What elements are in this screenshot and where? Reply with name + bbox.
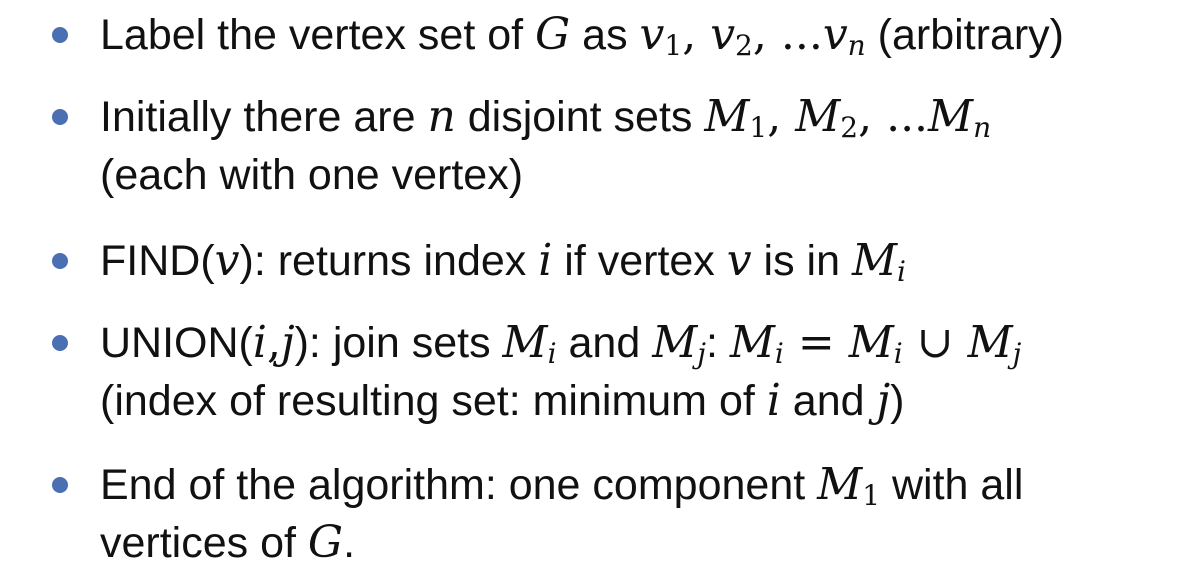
math-var: n <box>427 91 456 142</box>
math-var: G <box>307 517 344 568</box>
text: FIND( <box>100 237 215 285</box>
math-var: v <box>726 235 752 286</box>
math-var: $M_i$ <box>729 317 784 370</box>
text: UNION( <box>100 319 253 367</box>
math-sep: , ... <box>858 91 929 142</box>
bullet-item <box>100 314 1190 430</box>
bullet-line: (each with one vertex) <box>100 151 524 199</box>
math-var: $M_n$ <box>928 91 992 144</box>
bullet-dot-icon <box>52 477 68 493</box>
math-var: j <box>876 375 891 426</box>
bullet-line <box>100 88 1190 146</box>
math-var: $M_1$ <box>704 91 768 144</box>
bullet-line <box>100 514 1190 572</box>
bullet-item <box>100 6 1190 64</box>
math-var: $M_i$ <box>851 235 907 288</box>
text: ): join sets <box>294 319 503 367</box>
text: is in <box>751 237 852 285</box>
text: vertices of <box>100 519 308 567</box>
bullet-dot-icon <box>52 109 68 125</box>
math-equals: = <box>783 317 849 368</box>
math-sep: , ... <box>752 9 823 60</box>
math-var: i <box>252 317 267 368</box>
math-var: $M_j$ <box>652 317 706 370</box>
math-sep: , <box>767 91 796 142</box>
math-var: $M_1$ <box>817 459 881 512</box>
text: Initially there are <box>100 93 428 141</box>
bullet-line <box>100 314 1190 372</box>
bullet-line <box>100 232 1190 290</box>
bullet-dot-icon <box>52 253 68 269</box>
bullet-dot-icon <box>52 27 68 43</box>
math-var: $M_i$ <box>502 317 557 370</box>
math-var: $M_i$ <box>848 317 903 370</box>
text: and <box>780 377 877 425</box>
math-var: i <box>766 375 781 426</box>
math-var: $v_2$ <box>710 9 753 62</box>
text: as <box>570 11 640 59</box>
text: with all <box>880 461 1024 509</box>
bullet-dot-icon <box>52 335 68 351</box>
math-var: v <box>214 235 240 286</box>
math-var: $M_j$ <box>967 317 1022 370</box>
math-sep: , <box>682 9 711 60</box>
bullet-item <box>100 232 1190 290</box>
bullet-line <box>100 6 1190 64</box>
text: (arbitrary) <box>865 11 1065 59</box>
bullet-item <box>100 88 1190 204</box>
text: and <box>556 319 653 367</box>
text: disjoint sets <box>455 93 705 141</box>
math-union: ∪ <box>902 317 968 368</box>
math-var: $M_2$ <box>795 91 859 144</box>
text: ) <box>890 377 905 425</box>
text: (index of resulting set: minimum of <box>100 377 767 425</box>
bullet-line <box>100 372 1190 430</box>
text: End of the algorithm: one component <box>100 461 818 509</box>
bullet-item <box>100 456 1190 572</box>
text: . <box>343 519 356 567</box>
text: if vertex <box>552 237 727 285</box>
math-var: G <box>535 9 571 60</box>
math-var: j <box>280 317 295 368</box>
text: ): returns index <box>239 237 539 285</box>
math-var: i <box>538 235 553 286</box>
math-var: $v_1$ <box>639 9 683 62</box>
math-var: $v_n$ <box>822 9 866 62</box>
text: : <box>705 319 730 367</box>
text: Label the vertex set of <box>100 11 536 59</box>
bullet-line <box>100 456 1190 514</box>
math-sep: , <box>266 317 281 368</box>
